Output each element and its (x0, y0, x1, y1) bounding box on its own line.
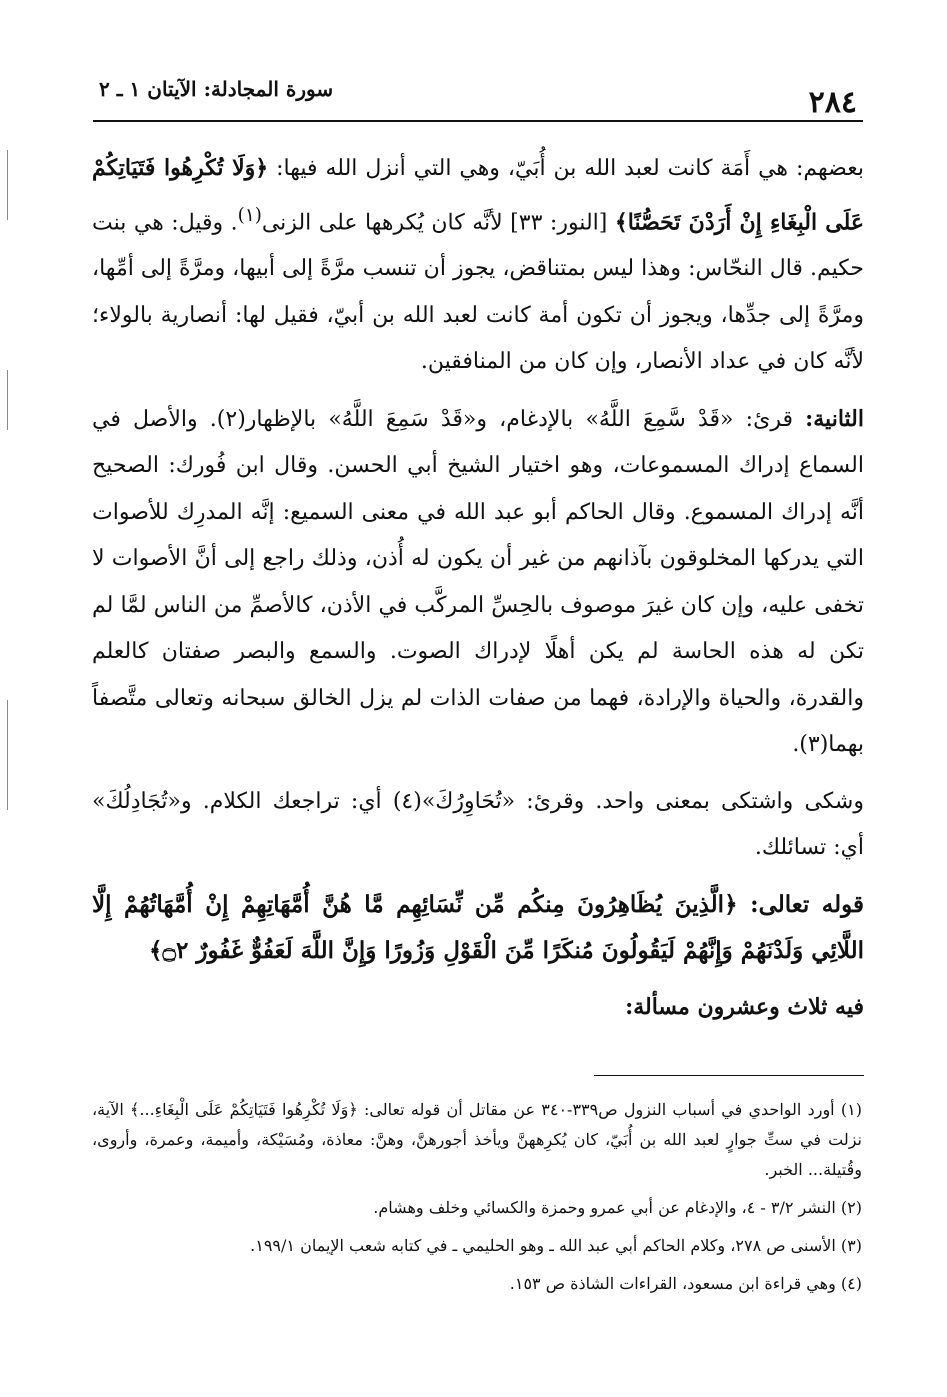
issues-heading: فيه ثلاث وعشرون مسألة: (625, 993, 864, 1020)
text-segment: [النور: ٣٣] لأنَّه كان يُكرهها على الزنى (261, 209, 615, 235)
paragraph-reading (92, 779, 864, 872)
scan-margin-line (7, 150, 8, 220)
footnote-number: (٢) (840, 1198, 862, 1217)
footnote-item (92, 1231, 862, 1261)
footnote-number: (٤) (840, 1274, 862, 1293)
running-title: سورة المجادلة: الآيتان ١ ـ ٢ (99, 77, 334, 101)
footnote-text: أورد الواحدي في أسباب النزول ص٣٣٩-٣٤٠ عن مقاتل أن قوله تعالى: ﴿وَلَا تُكْرِهُوا فَتَيَاتِكُمْ عَلَى الْبِغَاءِ...﴾ الآية، نزلت في ستِّ جوارٍ لعبد الله بن أُبَيّ، كان يُكرِههنَّ ويأخذ أجورهنَّ، وهنَّ: معاذة، ومُسَيْكة، وأميمة، وعمرة، وأروى، وقُتيلة... الخبر. (92, 1100, 862, 1179)
paragraph-text: قرئ: «قَدْ سَّمِعَ اللَّهُ» بالإدغام، و«قَدْ سَمِعَ اللَّهُ» بالإظهار(٢). والأصل في السماع إدراك المسموعات، وهو اختيار الشيخ أبي الحسن. وقال ابن فُورك: الصحيح أنَّه إدراك المسموع. وقال الحاكم أبو عبد الله في معنى السميع: إنَّه المدرِك للأصوات التي يدركها المخلوقون بآذانهم من غير أن يكون له أُذن، وذلك راجع إلى أنَّ الأصوات لا تخفى عليه، وإن كان غيرَ موصوف بالحِسِّ المركَّب في الأذن، كالأصمِّ من الناس لمَّا لم تكن له هذه الحاسة لم يكن أهلًا لإدراك الصوت. والسمع والبصر صفتان كالعلم والقدرة، والحياة والإرادة، فهما من صفات الذات لم يزل الخالق سبحانه وتعالى متَّصفاً بهما(٣). (92, 406, 865, 758)
footnote-item (92, 1193, 862, 1223)
verse-block (92, 882, 864, 974)
scan-margin-line (7, 370, 8, 430)
page-header (93, 72, 863, 122)
footnote-item (92, 1095, 862, 1185)
footnotes (92, 1095, 862, 1307)
verse-lead: قوله تعالى: (737, 890, 865, 918)
footnote-text: النشر ٣/٢ - ٤، والإدغام عن أبي عمرو وحمزة والكسائي وخلف وهشام. (373, 1198, 836, 1217)
text-segment: بعضهم: هي أَمَة كانت لعبد الله بن أُبَيّ، وهي التي أنزل الله فيها: (268, 156, 864, 181)
footnote-text: وهي قراءة ابن مسعود، القراءات الشاذة ص ١٥٣. (509, 1274, 836, 1293)
issue-label: الثانية: (805, 405, 864, 432)
verse-text: ﴿الَّذِينَ يُظَاهِرُونَ مِنكُم مِّن نِّسَائِهِم مَّا هُنَّ أُمَّهَاتِهِمْ إِنْ أُمَّهَاتُهُمْ إِلَّا اللَّائِي وَلَدْنَهُمْ وَإِنَّهُمْ لَيَقُولُونَ مُنكَرًا مِّنَ الْقَوْلِ وَزُورًا وَإِنَّ اللَّهَ لَعَفُوٌّ غَفُورٌ ۝٢﴾ (92, 890, 864, 964)
paragraph-text: وشكى واشتكى بمعنى واحد. وقرئ: «تُحَاوِرُكَ»(٤) أي: تراجعك الكلام. و«تُجَادِلُكَ» أي: تسائلك. (92, 788, 864, 861)
paragraph-intro (92, 145, 864, 386)
footnote-separator (594, 1075, 864, 1076)
paragraph-second-issue (92, 396, 864, 769)
footnote-item (92, 1269, 862, 1299)
scan-margin-line (7, 700, 8, 810)
text-segment: . وقيل: هي بنت حكيم. قال النحّاس: وهذا ليس بمتناقض، يجوز أن تنسب مرَّةً إلى أبيها، ومرَّةً إلى أمِّها، ومرَّةً إلى جدِّها، ويجوز أن تكون أمة كانت لعبد الله بن أبيّ، فقيل لها: أنصارية بالولاء؛ لأنَّه كان في عداد الأنصار، وإن كان من المنافقين. (92, 209, 864, 375)
main-text (92, 145, 864, 1040)
quran-quote: ﴿وَلَا تُكْرِهُوا فَتَيَاتِكُمْ عَلَى الْبِغَاءِ إِنْ أَرَدْنَ تَحَصُّنًا﴾ (92, 155, 864, 235)
footnote-number: (١) (840, 1100, 862, 1119)
footnote-number: (٣) (840, 1236, 862, 1255)
footnote-text: الأسنى ص ٢٧٨، وكلام الحاكم أبي عبد الله ـ وهو الحليمي ـ في كتابه شعب الإيمان ١٩٩/١. (250, 1236, 836, 1255)
page-number: ٢٨٤ (808, 85, 857, 120)
footnote-ref: (١) (237, 204, 262, 226)
